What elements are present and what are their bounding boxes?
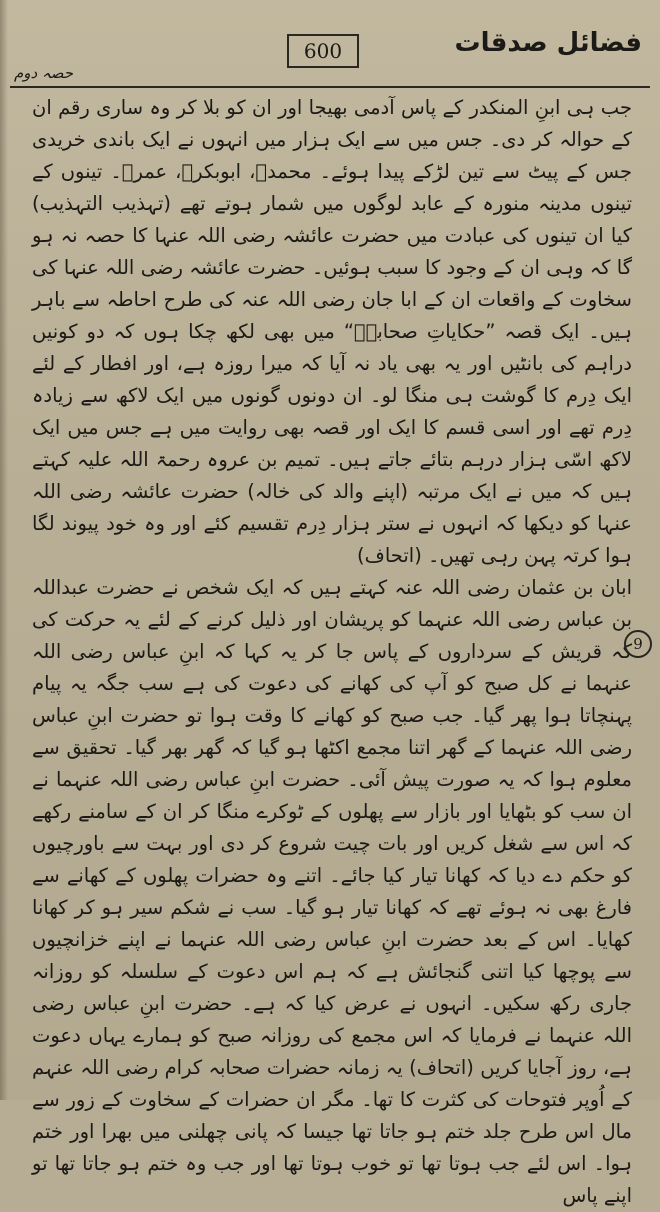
- paragraph-9: ابان بن عثمان رضی اللہ عنہ کہتے ہیں کہ ایک شخص نے حضرت عبداللہ بن عباس رضی اللہ عنہما کو پریشان اور ذلیل کرنے کے لئے یہ حرکت کی کہ قریش کے سرداروں کے پاس جا کر یہ کہا کہ ابنِ عباس رضی اللہ عنہما نے کل صبح کو آپ کی کھانے کی دعوت کی ہے سب جگہ یہ پیام پہنچاتا ہوا پھر گیا۔ جب صبح کو کھانے کا وقت ہوا تو حضرت ابنِ عباس رضی اللہ عنہما کے گھر اتنا مجمع اکٹھا ہو گیا کہ گھر بھر گیا۔ تحقیق سے معلوم ہوا کہ یہ صورت پیش آئی۔ حضرت ابنِ عباس رضی اللہ عنہما نے ان سب کو بٹھایا اور بازار سے پھلوں کے ٹوکرے منگا کر ان کے سامنے رکھے کہ اس سے شغل کریں اور بات چیت شروع کر دی اور بہت سے باورچیوں کو حکم دے دیا کہ کھانا تیار کیا جائے۔ اتنے وہ حضرات پھلوں کے کھانے سے فارغ بھی نہ ہوئے تھے کہ کھانا تیار ہو گیا۔ سب نے شکم سیر ہو کر کھانا کھایا۔ اس کے بعد حضرت ابنِ عباس رضی اللہ عنہما نے اپنے خزانچیوں سے پوچھا کیا اتنی گنجائش ہے کہ ہم اس دعوت کے سلسلہ کو روزانہ جاری رکھ سکیں۔ انہوں نے عرض کیا کہ ہے۔ حضرت ابنِ عباس رضی اللہ عنہما نے فرمایا کہ اس مجمع کی روزانہ صبح کو ہمارے یہاں دعوت ہے، روز آجایا کریں (اتحاف) یہ زمانہ حضرات صحابہ کرام رضی اللہ عنہم کے اُوپر فتوحات کی کثرت کا تھا۔ مگر ان حضرات کے سخاوت کے زور سے مال اس طرح جلد ختم ہو جاتا تھا جیسا کہ پانی چھلنی میں بھرا اور ختم ہوا۔ اس لئے جب ہوتا تھا تو خوب ہوتا تھا اور جب وہ ختم ہو جاتا تھا تو اپنے پاس: [32, 576, 632, 1207]
- paragraph-number-marker: 9: [624, 630, 652, 658]
- page-number-box: 600: [287, 34, 359, 68]
- section-label: حصہ دوم: [14, 64, 74, 82]
- page-body: [32, 92, 632, 1212]
- paragraph-continued: جب ہی ابنِ المنکدر کے پاس آدمی بھیجا اور ان کو بلا کر وہ ساری رقم ان کے حوالہ کر دی۔ جس میں سے ایک ہزار میں انہوں نے ایک باندی خریدی جس کے پیٹ سے تین لڑکے پیدا ہوئے۔ محمدؒ، ابوبکرؒ، عمرؒ۔ تینوں کے تینوں مدینہ منورہ کے عابد لوگوں میں شمار ہوتے تھے (تہذیب التہذیب) کیا ان تینوں کی عبادت میں حضرت عائشہ رضی اللہ عنہا کا حصہ نہ ہو گا کہ وہی ان کے وجود کا سبب ہوئیں۔ حضرت عائشہ رضی اللہ عنہا کی سخاوت کے واقعات ان کے ابا جان رضی اللہ عنہ کی طرح احاطہ سے باہر ہیں۔ ایک قصہ ”حکایاتِ صحابہؓ“ میں بھی لکھ چکا ہوں کہ دو کونیں دراہم کی بانٹیں اور یہ بھی یاد نہ آیا کہ میرا روزہ ہے، اور افطار کے لئے ایک دِرم کا گوشت ہی منگا لو۔ ان دونوں گونوں میں ایک لاکھ سے زیادہ دِرم تھے اور اسی قسم کا ایک اور قصہ بھی روایت میں ہے جس میں ایک لاکھ اسّی ہزار درہم بتائے جاتے ہیں۔ تمیم بن عروہ رحمۃ اللہ علیہ کہتے ہیں کہ میں نے ایک مرتبہ (اپنے والد کی خالہ) حضرت عائشہ رضی اللہ عنہا کو دیکھا کہ انہوں نے ستر ہزار دِرم تقسیم کئے اور وہ خود پیوند لگا ہوا کرتہ پہن رہی تھیں۔ (اتحاف): [32, 96, 632, 567]
- page-binding-shadow: [0, 0, 8, 1100]
- header-divider: [10, 86, 650, 88]
- book-title: فضائل صدقات: [454, 28, 642, 58]
